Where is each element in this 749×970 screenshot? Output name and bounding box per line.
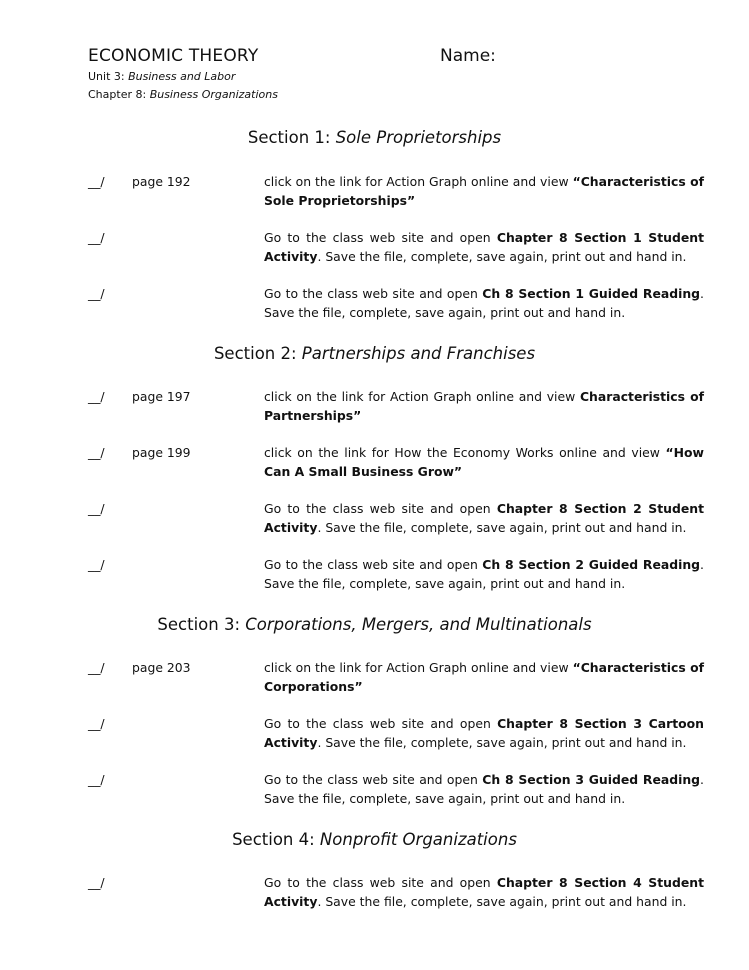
- task-text: Go to the class web site and open: [264, 230, 497, 245]
- task-text: click on the link for Action Graph online and view: [264, 660, 573, 675]
- check-blank: __/: [88, 772, 105, 787]
- check-blank: __/: [88, 445, 105, 460]
- section-1-heading: [0, 128, 749, 147]
- section-3-heading: [0, 615, 749, 634]
- task-description: [264, 873, 704, 911]
- check-blank: __/: [88, 389, 105, 404]
- task-text: Go to the class web site and open: [264, 716, 498, 731]
- section-4-heading: [0, 830, 749, 849]
- section-label: Section 4:: [232, 830, 315, 849]
- chapter-line: [88, 88, 278, 101]
- task-text-after: . Save the file, complete, save again, print out and hand in.: [264, 286, 704, 320]
- section-name: Partnerships and Franchises: [301, 344, 536, 363]
- task-bold-title: Ch 8 Section 2 Guided Reading: [482, 557, 701, 572]
- section-2-heading: [0, 344, 749, 363]
- check-blank: __/: [88, 716, 105, 731]
- task-bold-title: Ch 8 Section 1 Guided Reading: [482, 286, 701, 301]
- task-bold-title: Chapter 8 Section 1 Student Activity: [264, 230, 704, 264]
- check-blank: __/: [88, 286, 105, 301]
- task-text: click on the link for Action Graph online and view: [264, 389, 580, 404]
- task-description: [264, 284, 704, 322]
- task-text-after: . Save the file, complete, save again, print out and hand in.: [317, 249, 687, 264]
- task-text: Go to the class web site and open: [264, 286, 483, 301]
- task-text: Go to the class web site and open: [264, 501, 497, 516]
- unit-name: Business and Labor: [128, 70, 236, 83]
- task-description: [264, 499, 704, 537]
- task-bold-title: Chapter 8 Section 2 Student Activity: [264, 501, 704, 535]
- page-reference: page 203: [132, 660, 191, 675]
- page-reference: page 197: [132, 389, 191, 404]
- section-label: Section 2:: [213, 344, 297, 363]
- task-text-after: . Save the file, complete, save again, print out and hand in.: [317, 735, 687, 750]
- task-text: click on the link for How the Economy Works online and view: [264, 445, 666, 460]
- check-blank: __/: [88, 501, 105, 516]
- task-description: [264, 658, 704, 696]
- section-name: Nonprofit Organizations: [319, 830, 517, 849]
- task-description: [264, 714, 704, 752]
- chapter-name: Business Organizations: [149, 88, 278, 101]
- unit-line: [88, 70, 235, 83]
- task-text-after: . Save the file, complete, save again, print out and hand in.: [317, 520, 687, 535]
- section-label: Section 3:: [157, 615, 241, 634]
- task-text: Go to the class web site and open: [264, 557, 483, 572]
- task-description: [264, 770, 704, 808]
- task-text-after: . Save the file, complete, save again, print out and hand in.: [264, 557, 704, 591]
- check-blank: __/: [88, 557, 105, 572]
- check-blank: __/: [88, 875, 105, 890]
- task-bold-title: “How Can A Small Business Grow”: [264, 445, 704, 479]
- page-reference: page 199: [132, 445, 191, 460]
- page-reference: page 192: [132, 174, 191, 189]
- task-description: [264, 555, 704, 593]
- task-text: Go to the class web site and open: [264, 875, 497, 890]
- task-bold-title: Ch 8 Section 3 Guided Reading: [482, 772, 701, 787]
- task-description: [264, 172, 704, 210]
- task-bold-title: Characteristics of Partnerships”: [264, 389, 704, 423]
- course-title: ECONOMIC THEORY: [88, 46, 259, 66]
- task-text: Go to the class web site and open: [264, 772, 483, 787]
- section-label: Section 1:: [247, 128, 331, 147]
- task-description: [264, 443, 704, 481]
- chapter-prefix: Chapter 8:: [88, 88, 147, 101]
- task-bold-title: “Characteristics of Sole Proprietorships”: [264, 174, 704, 208]
- task-text-after: . Save the file, complete, save again, print out and hand in.: [264, 772, 704, 806]
- check-blank: __/: [88, 174, 105, 189]
- check-blank: __/: [88, 660, 105, 675]
- task-bold-title: “Characteristics of Corporations”: [264, 660, 704, 694]
- task-bold-title: Chapter 8 Section 4 Student Activity: [264, 875, 704, 909]
- name-label: Name:: [440, 46, 496, 66]
- unit-prefix: Unit 3:: [88, 70, 125, 83]
- task-description: [264, 228, 704, 266]
- task-text: click on the link for Action Graph online and view: [264, 174, 573, 189]
- section-name: Corporations, Mergers, and Multinationals: [245, 615, 592, 634]
- task-bold-title: Chapter 8 Section 3 Cartoon Activity: [264, 716, 704, 750]
- section-name: Sole Proprietorships: [335, 128, 502, 147]
- task-description: [264, 387, 704, 425]
- check-blank: __/: [88, 230, 105, 245]
- task-text-after: . Save the file, complete, save again, print out and hand in.: [317, 894, 687, 909]
